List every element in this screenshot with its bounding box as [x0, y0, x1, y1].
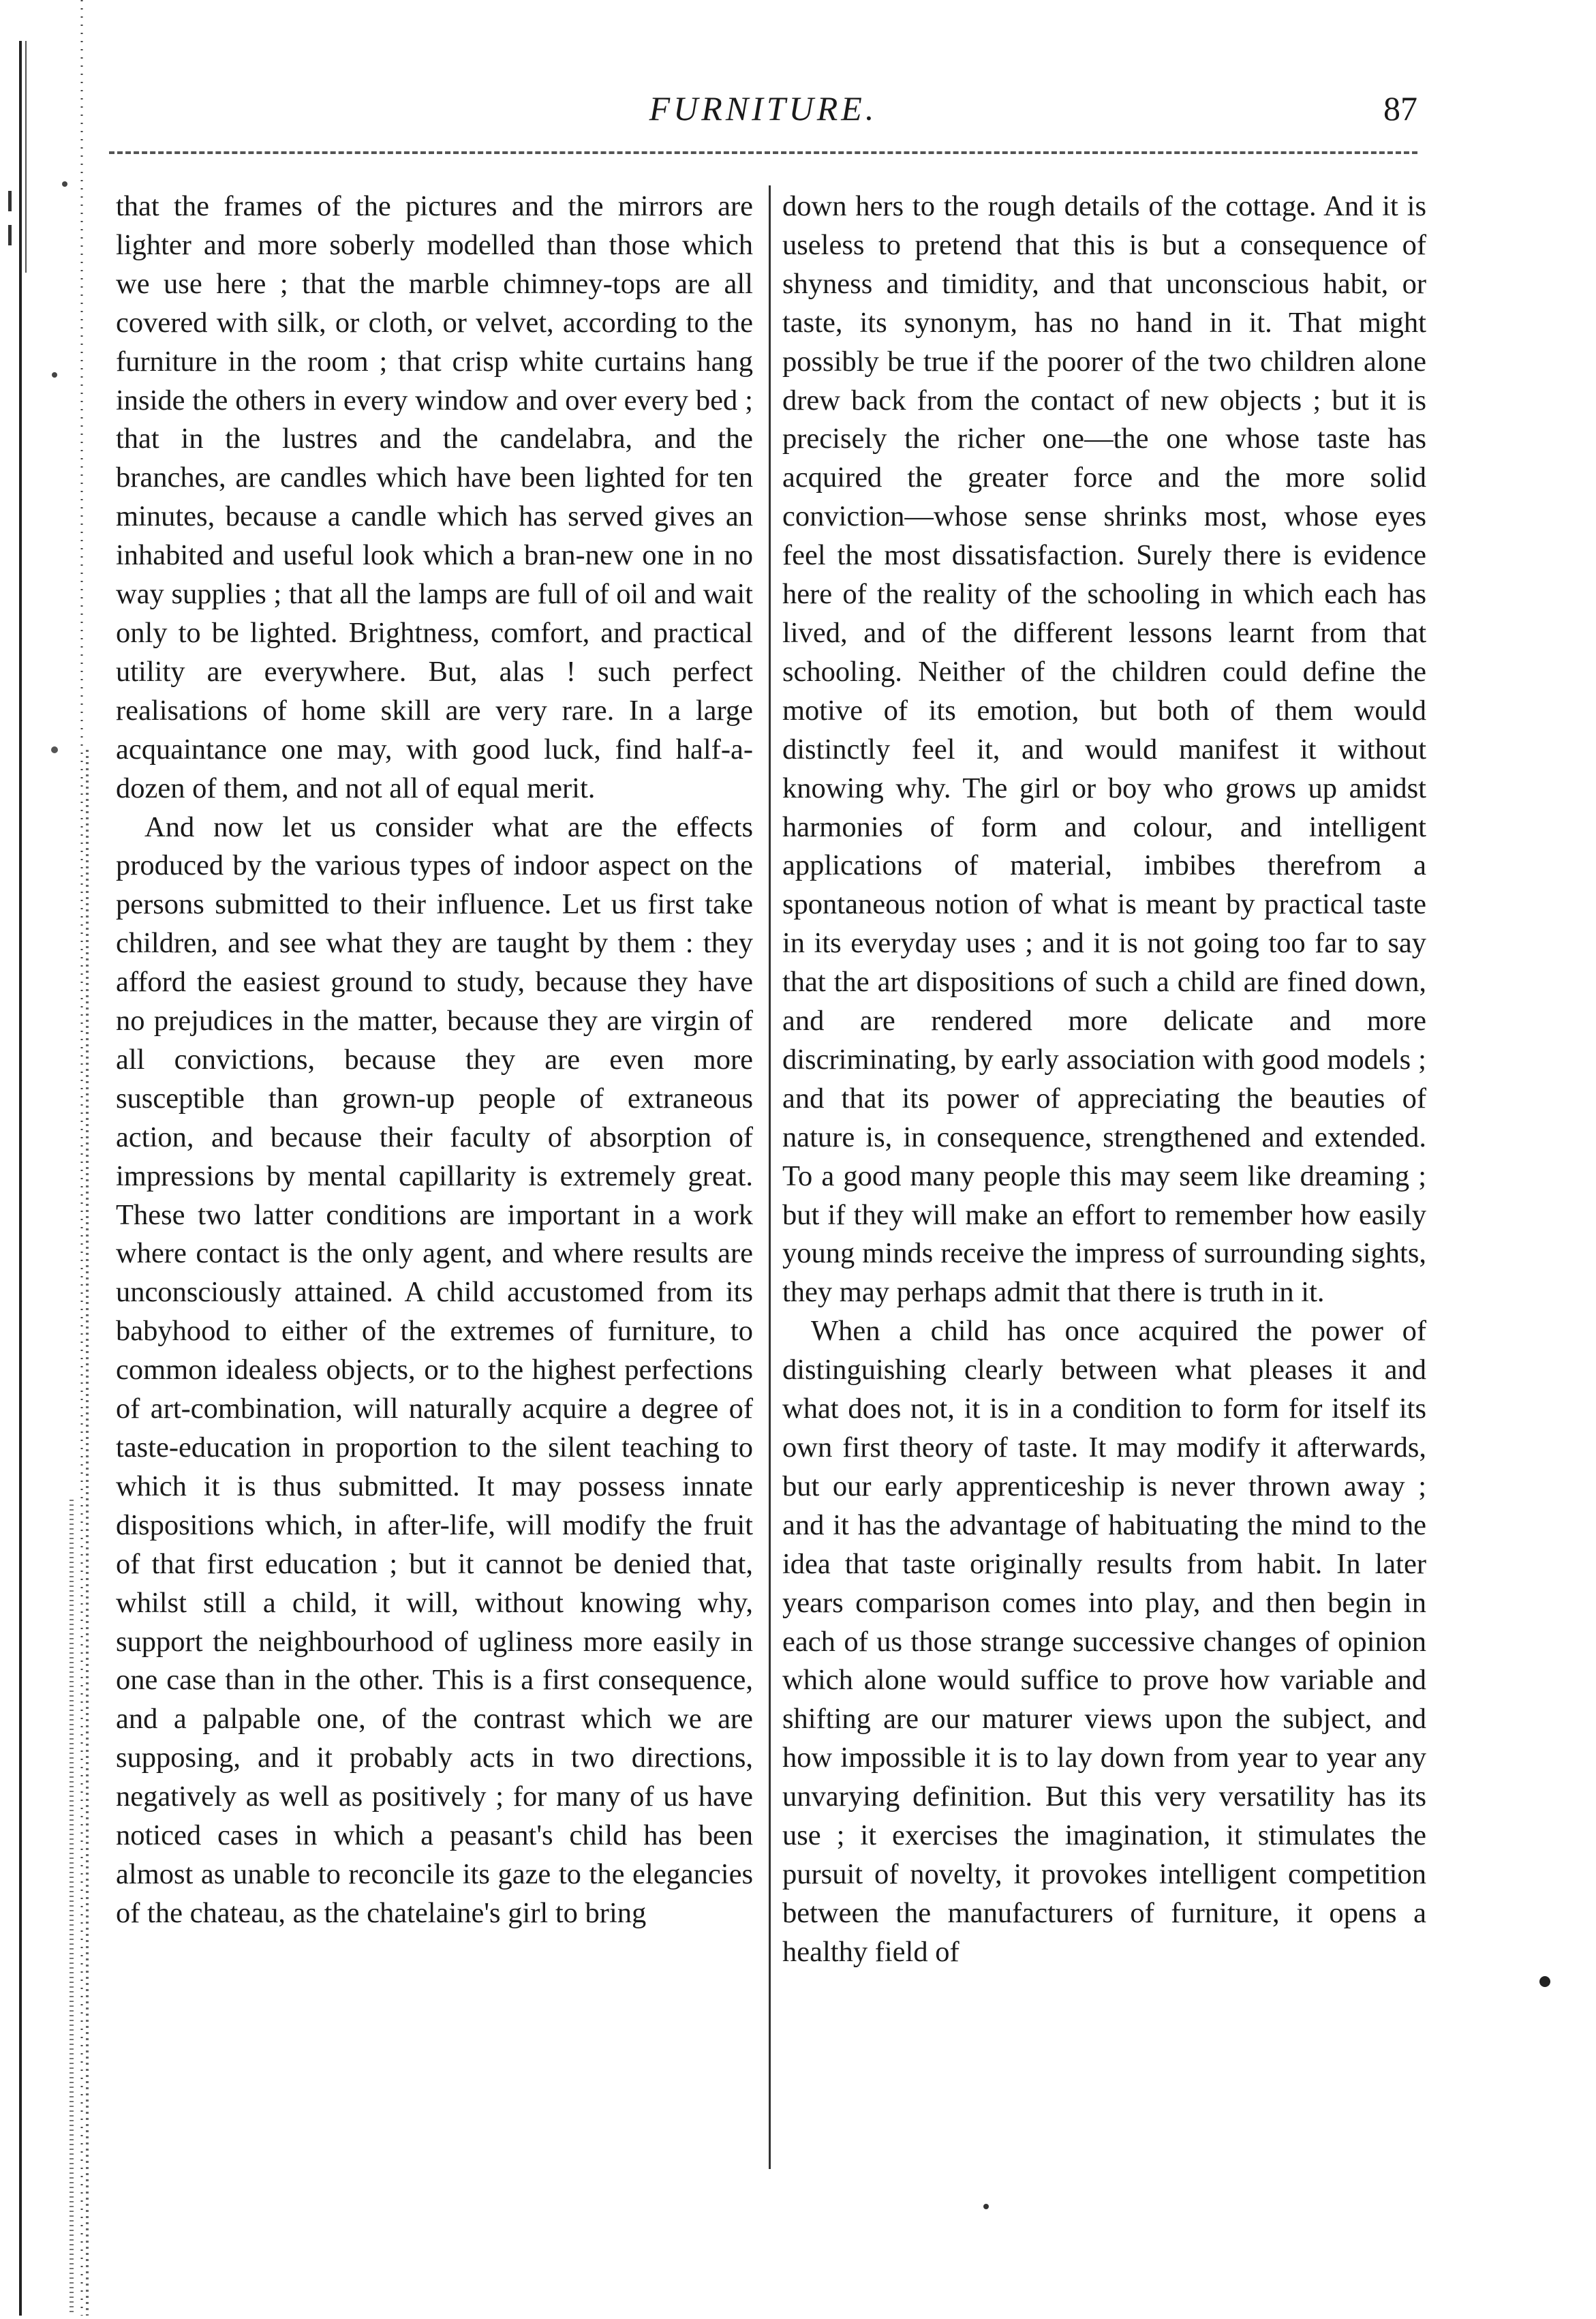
paragraph: down hers to the rough details of the cottage. And it is useless to pretend that this is but a consequence of shyness and timidity, and that unconscious habit, or taste, its synonym, has no hand in it. That might possibly be true if the poorer of the two children alone drew back from the contact of new objects ; but it is precisely the richer one—the one whose taste has acquired the greater force and the more solid conviction—whose sense shrinks most, whose eyes feel the most dissatisfaction. Surely there is evidence here of the reality of the schooling in which each has lived, and of the different lessons learnt from that schooling. Neither of the children could define the motive of its emotion, but both of them would distinctly feel it, and would manifest it without knowing why. The girl or boy who grows up amidst harmonies of form and colour, and intelligent applications of material, imbibes therefrom a spontaneous notion of what is meant by practical taste in its everyday uses ; and it is not going too far to say that the art dispositions of such a child are fined down, and are rendered more delicate and more discriminating, by early association with good models ; and that its power of appreciating the beauties of nature is, in consequence, strengthened and extended. To a good many people this may seem like dreaming ; but if they will make an effort to remember how easily young minds receive the impress of surrounding sights, they may perhaps admit that there is truth in it.	[782, 190, 1426, 1309]
page-gutter-edge	[0, 0, 102, 2316]
running-title: FURNITURE.	[649, 89, 878, 127]
page-header	[109, 89, 1417, 150]
ink-dot-mark	[981, 2202, 991, 2211]
paragraph: When a child has once acquired the power of distinguishing clearly between what pleases it and what does not, it is in a condition to form for itself its own first theory of taste. It may modify it afterwards, but our early apprenticeship is never thrown away ; and it has the advantage of habituating the mind to the idea that taste originally results from habit. In later years comparison comes into play, and then begin in each of us those strange successive changes of opinion which alone would suffice to prove how variable and shifting are our maturer views upon the subject, and how impossible it is to lay down from year to year any unvarying definition. But this very versatility has its use ; it exercises the imagination, it stimulates the pursuit of novelty, it provokes intelligent competition between the manufacturers of furniture, it opens a healthy field of	[782, 1315, 1426, 1968]
left-column	[116, 187, 753, 2178]
header-rule	[109, 151, 1417, 154]
paragraph: And now let us consider what are the effects produced by the various types of indoor aspect on the persons submitted to their influence. Let us first take children, and see what they are taught by them : they afford the easiest ground to study, because they have no prejudices in the matter, because they are virgin of all convictions, because they are even more susceptible than grown-up people of extraneous action, and because their faculty of absorption of impressions by mental capillarity is extremely great. These two latter conditions are important in a work where contact is the only agent, and where results are unconsciously attained. A child accustomed from its babyhood to either of the extremes of furniture, to common idealess objects, or to the highest perfections of art-combination, will naturally acquire a degree of taste-education in proportion to the silent teaching to which it is thus submitted. It may possess innate dispositions which, in after-life, will modify the fruit of that first education ; but it cannot be denied that, whilst still a child, it will, without knowing why, support the neighbourhood of ugliness more easily in one case than in the other. This is a first consequence, and a palpable one, of the contrast which we are supposing, and it probably acts in two directions, negatively as well as positively ; for many of us have noticed cases in which a peasant's child has been almost as unable to reconcile its gaze to the elegancies of the chateau, as the chatelaine's girl to bring	[116, 810, 753, 1929]
right-column	[782, 187, 1426, 2178]
gutter-scan-marks	[0, 0, 102, 2316]
ink-dot-mark	[1537, 1973, 1553, 1990]
page-number: 87	[1383, 89, 1417, 127]
paragraph: that the frames of the pictures and the mirrors are lighter and more soberly modelled than those which we use here ; that the marble chimney-tops are all covered with silk, or cloth, or velvet, according to the furniture in the room ; that crisp white curtains hang inside the others in every window and over every bed ; that in the lustres and the candelabra, and the branches, are candles which have been lighted for ten minutes, because a candle which has served gives an inhabited and useful look which a bran-new one in no way supplies ; that all the lamps are full of oil and wait only to be lighted. Brightness, comfort, and practical utility are everywhere. But, alas ! such perfect realisations of home skill are very rare. In a large acquaintance one may, with good luck, find half-a-dozen of them, and not all of equal merit.	[116, 190, 753, 804]
column-divider	[769, 185, 771, 2169]
